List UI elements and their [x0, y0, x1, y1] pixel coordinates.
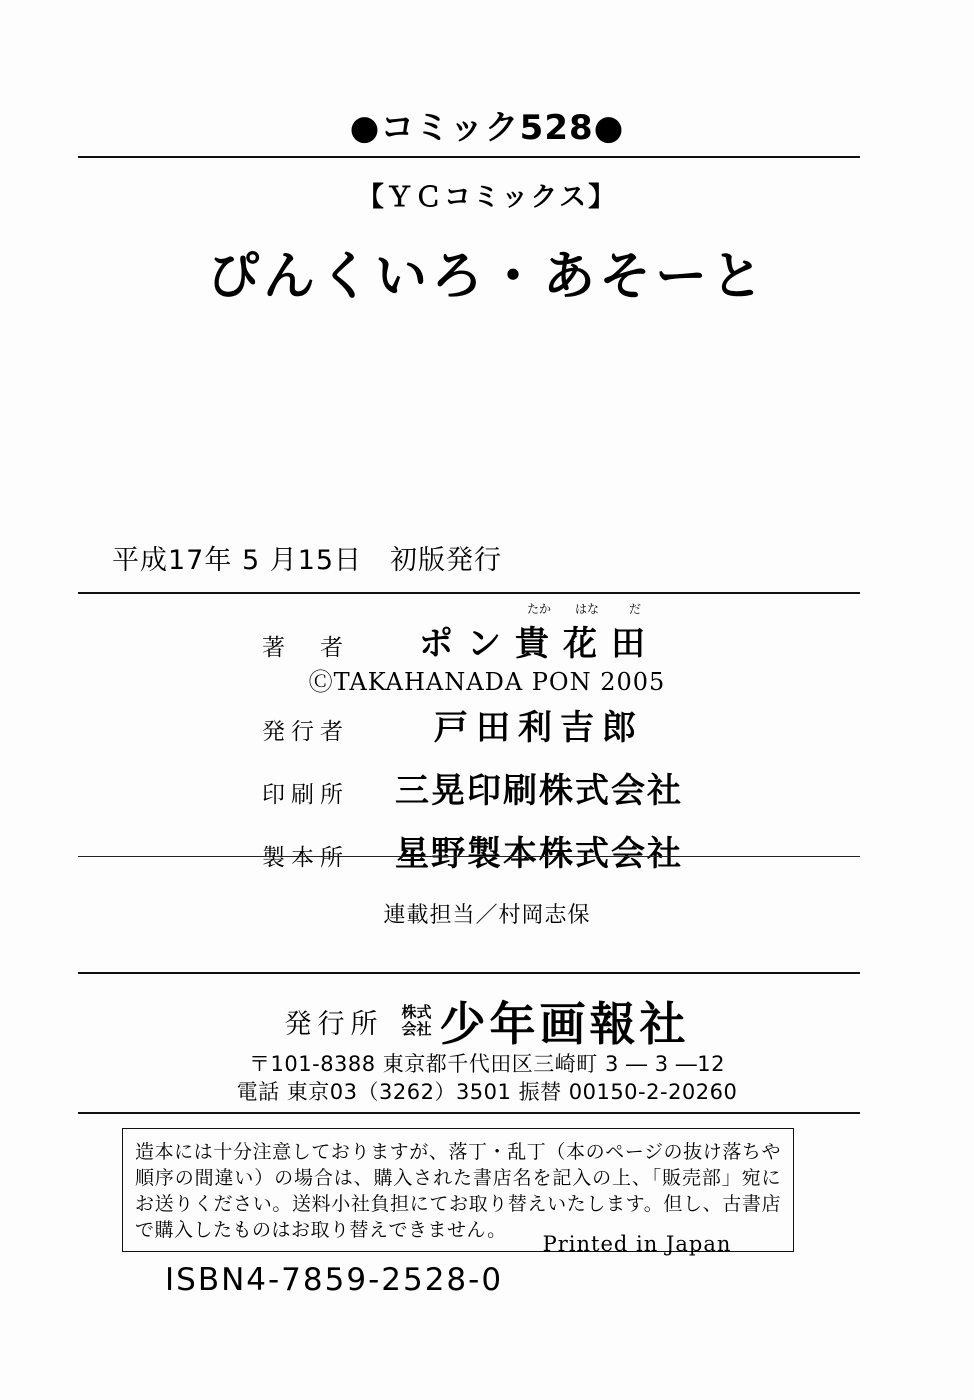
publisher-label: 発行所 [284, 1008, 384, 1040]
printed-in-japan: Printed in Japan [542, 1232, 732, 1256]
imprint-label: 【ＹＣコミックス】 [356, 182, 618, 213]
author-kanji-hana: はな 花 [563, 602, 611, 664]
credit-value-printer: 三晃印刷株式会社 [395, 771, 683, 811]
book-title: ぴんくいろ・あそーと [206, 247, 767, 307]
isbn-code: ISBN4-7859-2528-0 [165, 1262, 504, 1298]
publisher-row [0, 988, 974, 1054]
credit-row-printer [78, 763, 860, 812]
credits-block-2 [78, 700, 860, 881]
author-kanji-taka: たか 貴 [515, 602, 563, 664]
credit-label-binder: 製本所 [262, 845, 349, 871]
publisher-address-line2: 電話 東京03（3262）3501 振替 00150-2-20260 [236, 1080, 738, 1104]
credit-value-author [359, 602, 719, 665]
copyright-line: ⒸTAKAHANADA PON 2005 [308, 668, 666, 696]
kabushiki-gaisha-mark: 株式 会社 [401, 1003, 432, 1038]
credit-row-binder [78, 826, 860, 875]
ruby-taka: たか [526, 602, 551, 616]
author-kanji-da: だ 田 [611, 602, 659, 664]
ruby-da: だ [628, 602, 641, 616]
credit-row-publisher-person [78, 700, 860, 749]
divider-after-date [78, 592, 860, 594]
series-code: ●コミック528● [349, 108, 625, 148]
divider-before-publisher [78, 972, 860, 974]
publisher-name: 少年画報社 [439, 997, 690, 1051]
serial-editor: 連載担当／村岡志保 [383, 903, 591, 928]
publication-date: 平成17年 5 月15日 初版発行 [112, 545, 503, 576]
publisher-address-line1: 〒101-8388 東京都千代田区三崎町 3 ― 3 ―12 [249, 1052, 725, 1076]
ruby-hana: はな [574, 602, 599, 616]
author-given-name: ポン [419, 624, 515, 664]
credit-value-publisher-person: 戸田利吉郎 [434, 708, 644, 748]
divider-top [78, 156, 860, 158]
credit-label-printer: 印刷所 [262, 782, 349, 808]
credit-label-publisher-person: 発行者 [262, 719, 349, 745]
credit-row-author [78, 602, 860, 665]
divider-before-notice [78, 1112, 860, 1114]
defect-notice: 造本には十分注意しておりますが、落丁・乱丁（本のページの抜け落ちや順序の間違い）の場合は、購入された書店名を記入の上、「販売部」宛にお送りください。送料小社負担にてお取り替えいたします。但し、古書店で購入したものはお取り替えできません。 [122, 1128, 794, 1252]
credit-label-author: 著 者 [262, 635, 349, 661]
credit-value-binder: 星野製本株式会社 [395, 834, 683, 874]
divider-after-credits [78, 856, 860, 857]
